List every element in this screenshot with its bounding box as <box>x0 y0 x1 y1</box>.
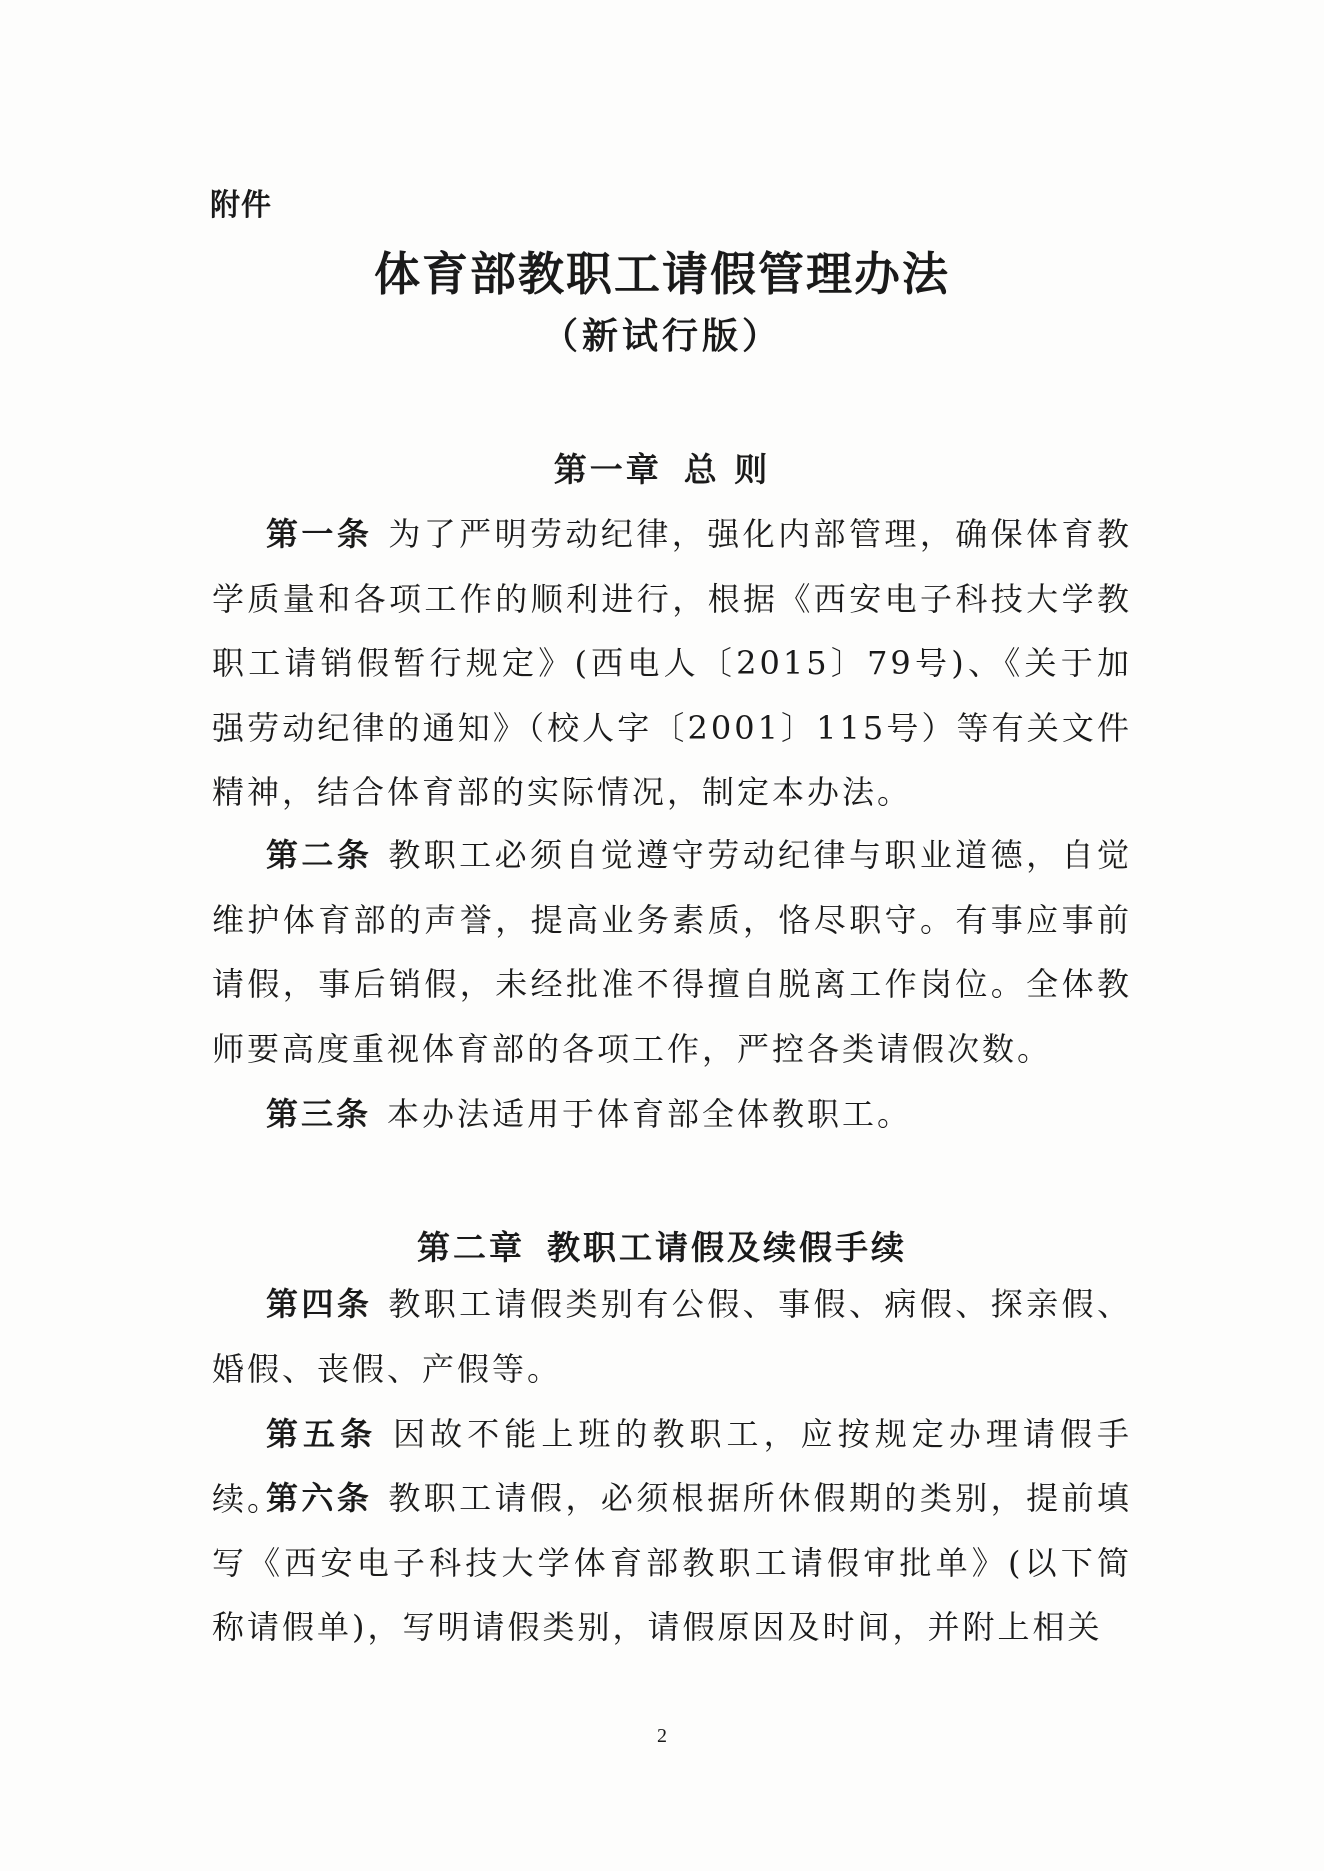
chapter-name: 总 则 <box>683 450 771 489</box>
article-text: 因故不能上班的教职工，应按规定办理请假手续。 <box>212 1415 1132 1518</box>
article-text: 教职工请假，必须根据所休假期的类别，提前填写《西安电子科技大学体育部教职工请假审批单》(以下简称请假单)，写明请假类别，请假原因及时间，并附上相关 <box>212 1479 1132 1646</box>
article-number: 第三条 <box>266 1095 372 1133</box>
attachment-label: 附件 <box>210 188 272 223</box>
article-text: 教职工请假类别有公假、事假、病假、探亲假、婚假、丧假、产假等。 <box>212 1285 1132 1388</box>
article-paragraph <box>212 1466 1132 1660</box>
page-number: 2 <box>657 1725 667 1747</box>
chapter-name: 教职工请假及续假手续 <box>547 1228 907 1267</box>
article-text: 为了严明劳动纪律，强化内部管理，确保体育教学质量和各项工作的顺利进行，根据《西安电子科技大学教职工请销假暂行规定》(西电人〔2015〕79号)、《关于加强劳动纪律的通知》（校人字〔2001〕115号）等有关文件精神，结合体育部的实际情况，制定本办法。 <box>212 515 1132 811</box>
document-title: 体育部教职工请假管理办法 <box>374 247 950 301</box>
article-paragraph <box>212 502 1132 825</box>
article-paragraph <box>212 823 1132 1081</box>
chapter-number: 第二章 <box>417 1228 525 1267</box>
article-number: 第六条 <box>266 1479 373 1517</box>
article-number: 第二条 <box>266 836 373 874</box>
article-number: 第一条 <box>266 515 373 553</box>
article-paragraph <box>212 1272 1132 1401</box>
article-number: 第四条 <box>266 1285 373 1323</box>
chapter-number: 第一章 <box>553 450 662 489</box>
chapter-heading <box>0 1222 1324 1269</box>
article-number: 第五条 <box>266 1415 378 1453</box>
article-text: 本办法适用于体育部全体教职工。 <box>387 1095 913 1133</box>
document-subtitle: （新试行版） <box>541 315 782 357</box>
chapter-heading <box>0 444 1324 491</box>
article-paragraph <box>212 1082 1132 1147</box>
article-text: 教职工必须自觉遵守劳动纪律与职业道德，自觉维护体育部的声誉，提高业务素质，恪尽职守。有事应事前请假，事后销假，未经批准不得擅自脱离工作岗位。全体教师要高度重视体育部的各项工作，严控各类请假次数。 <box>212 836 1132 1068</box>
